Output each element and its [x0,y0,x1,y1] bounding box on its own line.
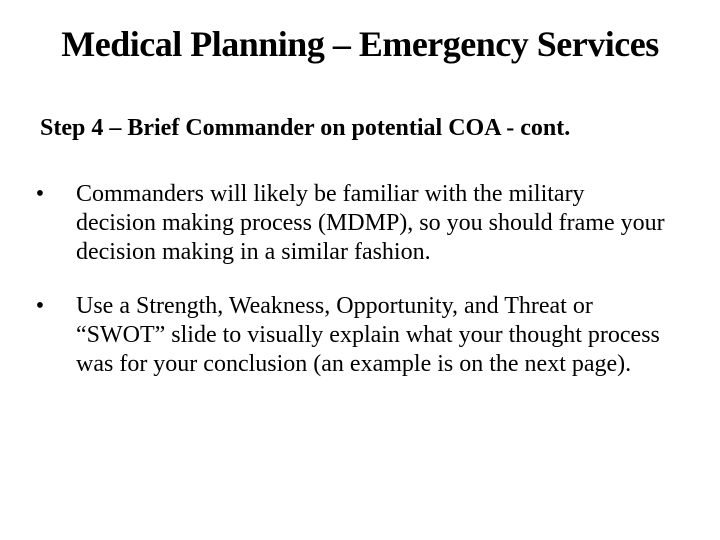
bullet-icon: • [35,293,45,319]
bullet-item-swot [30,292,670,379]
bullet-text-swot: Use a Strength, Weakness, Opportunity, and Threat or “SWOT” slide to visually explain what your thought process was for your conclusion (an example is on the next page). [76,293,660,377]
bullet-list [30,180,670,404]
bullet-text-mdmp: Commanders will likely be familiar with the military decision making process (MDMP), so you should frame your decision making in a similar fashion. [76,181,665,265]
bullet-item-mdmp [30,180,670,267]
bullet-icon: • [35,181,45,207]
slide-subtitle: Step 4 – Brief Commander on potential COA - cont. [40,115,571,141]
slide-title: Medical Planning – Emergency Services [61,24,659,64]
